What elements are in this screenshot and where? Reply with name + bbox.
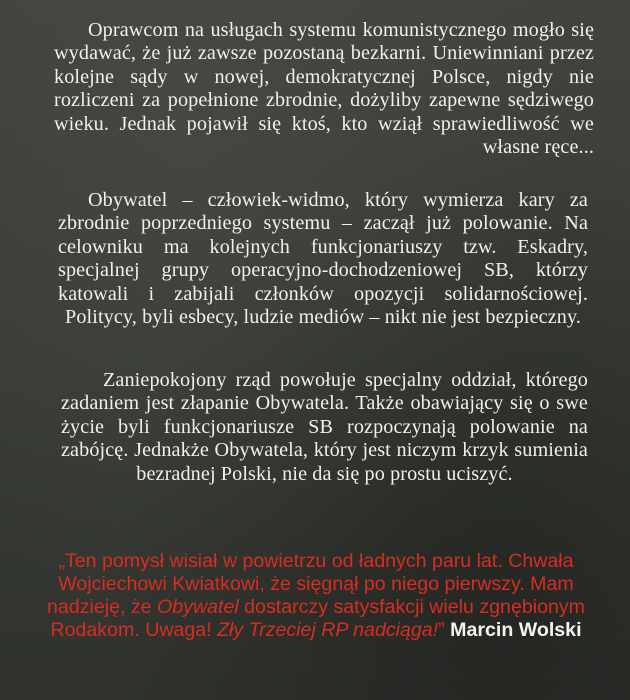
- quote-closing-mark: ”: [438, 619, 445, 641]
- endorsement-quote: [18, 550, 614, 642]
- blurb-paragraph-2: Obywatel – człowiek-widmo, który wymierza kary za zbrodnie poprzedniego systemu – zaczął już polowanie. Na celowniku ma kolejnych funkcjonariuszy tzw. Eskadry, specjalnej grupy operacyjno-dochodzeniowej SB, którzy katowali i zabijali członków opozycji solidarnościowej. Politycy, byli esbecy, ludzie mediów – nikt nie jest bezpieczny.: [58, 189, 588, 329]
- blurb-paragraph-3: Zaniepokojony rząd powołuje specjalny oddział, którego zadaniem jest złapanie Obywatela. Także obawiający się o swe życie byli funkcjonariusze SB rozpoczynają polowanie na zabójcę. Jednakże Obywatela, który jest niczym krzyk sumienia bezradnej Polski, nie da się po prostu uciszyć.: [61, 369, 588, 485]
- blurb-paragraph-1: Oprawcom na usługach systemu komunistycznego mogło się wydawać, że już zawsze pozostaną bezkarni. Uniewinniani przez kolejne sądy w nowej, demokratycznej Polsce, nigdy nie rozliczeni za popełnione zbrodnie, dożyliby zapewne sędziwego wieku. Jednak pojawił się ktoś, kto wziął sprawiedliwość we własne ręce...: [54, 19, 594, 159]
- quote-text-part-1: „Ten pomysł wisiał w powietrzu od ładnych paru lat. Chwała Wojciechowi Kwiatkowi, że sięgnął po niego pierwszy. Mam nadzieję, że: [47, 550, 574, 618]
- quote-warning: Zły Trzeciej RP nadciąga!: [217, 619, 439, 641]
- quote-text-part-2: dostarczy satysfakcji wielu zgnębionym Rodakom. Uwaga!: [50, 596, 585, 641]
- quote-book-title: Obywatel: [157, 596, 239, 618]
- quote-author: Marcin Wolski: [450, 619, 582, 641]
